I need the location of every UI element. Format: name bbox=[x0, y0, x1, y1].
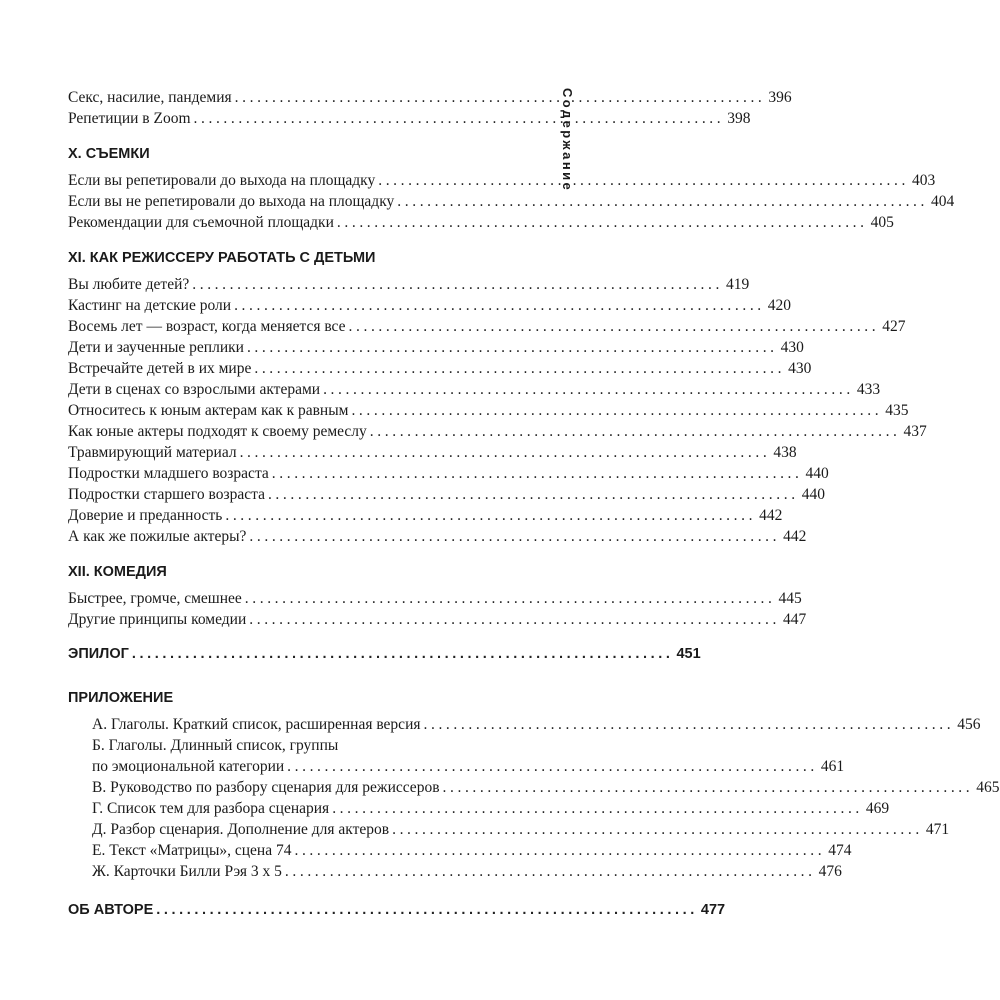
page-number: 442 bbox=[759, 507, 783, 524]
entry-title: Относитесь к юным актерам как к равным bbox=[68, 402, 349, 419]
entry-title: Доверие и преданность bbox=[68, 507, 223, 524]
page-number: 471 bbox=[925, 821, 950, 838]
toc-entry bbox=[68, 819, 950, 840]
dot-leader: ....................................................................... bbox=[332, 800, 863, 817]
dot-leader: ....................................................................... bbox=[348, 318, 880, 335]
spacer bbox=[68, 630, 524, 644]
dot-leader: ....................................................................... bbox=[378, 172, 909, 189]
toc-entry bbox=[68, 526, 807, 547]
entry-title: Если вы репетировали до выхода на площадку bbox=[68, 172, 376, 189]
entry-title: Д. Разбор сценария. Дополнение для актеров bbox=[92, 821, 390, 838]
page-number: 405 bbox=[870, 214, 894, 231]
page-number: 474 bbox=[828, 842, 852, 859]
page-number: 433 bbox=[856, 381, 881, 398]
page-number: 396 bbox=[768, 89, 792, 106]
entry-title: Вы любите детей? bbox=[68, 276, 190, 293]
toc-entry bbox=[68, 108, 751, 129]
toc-entry bbox=[68, 421, 927, 442]
page-number: 445 bbox=[778, 590, 802, 607]
dot-leader: ....................................................................... bbox=[193, 110, 725, 127]
toc-entry bbox=[68, 337, 804, 358]
dot-leader: ....................................................................... bbox=[234, 89, 766, 106]
dot-leader: ....................................................................... bbox=[249, 611, 780, 628]
entry-title: Подростки младшего возраста bbox=[68, 465, 269, 482]
entry-title: по эмоциональной категории bbox=[92, 758, 285, 775]
page-number: 461 bbox=[820, 758, 845, 775]
entry-title: А. Глаголы. Краткий список, расширенная версия bbox=[92, 716, 421, 733]
dot-leader: ....................................................................... bbox=[294, 842, 826, 859]
toc-entry bbox=[68, 274, 750, 295]
toc-entry bbox=[68, 777, 1000, 798]
toc-entry bbox=[68, 588, 802, 609]
page-number: 430 bbox=[780, 339, 804, 356]
page-number: 427 bbox=[882, 318, 906, 335]
page-number: 435 bbox=[885, 402, 909, 419]
dot-leader: ....................................................................... bbox=[271, 465, 803, 482]
toc-entry bbox=[68, 840, 852, 861]
entry-title: Как юные актеры подходят к своему ремеслу bbox=[68, 423, 367, 440]
entry-title: Дети в сценах со взрослыми актерами bbox=[68, 381, 321, 398]
chapter-heading: XII. КОМЕДИЯ bbox=[68, 564, 167, 580]
toc-entry bbox=[68, 400, 909, 421]
toc-entry bbox=[68, 212, 894, 233]
page-number: 477 bbox=[700, 902, 726, 918]
page-number: 447 bbox=[782, 611, 807, 628]
toc-entry bbox=[68, 505, 783, 526]
entry-title: Подростки старшего возраста bbox=[68, 486, 265, 503]
toc-entry-about-author bbox=[68, 900, 726, 921]
toc-entry bbox=[68, 861, 842, 882]
entry-title: ЭПИЛОГ bbox=[68, 646, 129, 662]
running-title: Содержание bbox=[560, 88, 575, 193]
spacer bbox=[68, 882, 524, 900]
entry-title: Рекомендации для съемочной площадки bbox=[68, 214, 334, 231]
page-number: 438 bbox=[773, 444, 797, 461]
entry-title: Восемь лет — возраст, когда меняется все bbox=[68, 318, 346, 335]
dot-leader: ....................................................................... bbox=[225, 507, 757, 524]
toc-entry bbox=[68, 170, 936, 191]
toc-entry bbox=[68, 798, 890, 819]
entry-title: Е. Текст «Матрицы», сцена 74 bbox=[92, 842, 292, 859]
chapter-heading: ПРИЛОЖЕНИЕ bbox=[68, 690, 174, 706]
toc-entry bbox=[68, 316, 906, 337]
toc-entry bbox=[68, 714, 981, 735]
entry-title: Если вы не репетировали до выхода на площадку bbox=[68, 193, 395, 210]
entry-title: ОБ АВТОРЕ bbox=[68, 902, 154, 918]
entry-title: Репетиции в Zoom bbox=[68, 110, 191, 127]
page-number: 440 bbox=[805, 465, 829, 482]
dot-leader: ....................................................................... bbox=[267, 486, 799, 503]
toc-entry bbox=[68, 379, 881, 400]
entry-title: Ж. Карточки Билли Рэя 3 х 5 bbox=[92, 863, 282, 880]
page-number: 451 bbox=[676, 646, 701, 662]
entry-title: Другие принципы комедии bbox=[68, 611, 247, 628]
page-number: 456 bbox=[957, 716, 981, 733]
dot-leader: ....................................................................... bbox=[397, 193, 928, 210]
dot-leader: ....................................................................... bbox=[234, 297, 765, 314]
page-number: 476 bbox=[818, 863, 842, 880]
dot-leader: ....................................................................... bbox=[369, 423, 901, 440]
dot-leader: ....................................................................... bbox=[249, 528, 781, 545]
toc-entry bbox=[68, 87, 792, 108]
toc-entry bbox=[68, 609, 807, 630]
entry-title: Дети и заученные реплики bbox=[68, 339, 244, 356]
dot-leader: ....................................................................... bbox=[336, 214, 868, 231]
page-number: 404 bbox=[931, 193, 955, 210]
toc-entry bbox=[68, 442, 797, 463]
page-number: 465 bbox=[976, 779, 1000, 796]
dot-leader: ....................................................................... bbox=[131, 646, 674, 662]
toc-entry bbox=[68, 735, 524, 756]
dot-leader: ....................................................................... bbox=[442, 779, 974, 796]
page-number: 420 bbox=[767, 297, 792, 314]
dot-leader: ....................................................................... bbox=[239, 444, 771, 461]
dot-leader: ....................................................................... bbox=[254, 360, 786, 377]
toc-entry bbox=[68, 295, 792, 316]
toc-entry bbox=[68, 484, 825, 505]
chapter-heading: X. СЪЕМКИ bbox=[68, 146, 150, 162]
entry-title: Травмирующий материал bbox=[68, 444, 237, 461]
page-number: 442 bbox=[783, 528, 807, 545]
dot-leader: ....................................................................... bbox=[192, 276, 723, 293]
entry-title: Б. Глаголы. Длинный список, группы bbox=[92, 737, 339, 754]
dot-leader: ....................................................................... bbox=[423, 716, 955, 733]
toc-entry bbox=[68, 358, 812, 379]
entry-title: А как же пожилые актеры? bbox=[68, 528, 247, 545]
dot-leader: ....................................................................... bbox=[392, 821, 923, 838]
dot-leader: ....................................................................... bbox=[156, 902, 698, 918]
page-number: 419 bbox=[725, 276, 750, 293]
dot-leader: ....................................................................... bbox=[351, 402, 883, 419]
entry-title: Встречайте детей в их мире bbox=[68, 360, 252, 377]
entry-title: Кастинг на детские роли bbox=[68, 297, 232, 314]
dot-leader: ....................................................................... bbox=[287, 758, 818, 775]
entry-title: Секс, насилие, пандемия bbox=[68, 89, 232, 106]
toc-entry-epilogue bbox=[68, 644, 701, 665]
page-number: 437 bbox=[903, 423, 927, 440]
page-number: 469 bbox=[865, 800, 890, 817]
page-number: 440 bbox=[801, 486, 825, 503]
dot-leader: ....................................................................... bbox=[246, 339, 778, 356]
page-number: 403 bbox=[911, 172, 936, 189]
dot-leader: ....................................................................... bbox=[323, 381, 854, 398]
page-number: 398 bbox=[727, 110, 751, 127]
entry-title: В. Руководство по разбору сценария для режиссеров bbox=[92, 779, 440, 796]
dot-leader: ....................................................................... bbox=[244, 590, 776, 607]
toc-entry bbox=[68, 756, 845, 777]
entry-title: Г. Список тем для разбора сценария bbox=[92, 800, 330, 817]
dot-leader: ....................................................................... bbox=[284, 863, 816, 880]
toc-entry bbox=[68, 463, 829, 484]
page-number: 430 bbox=[788, 360, 812, 377]
toc-entry bbox=[68, 191, 955, 212]
entry-title: Быстрее, громче, смешнее bbox=[68, 590, 242, 607]
chapter-heading: XI. КАК РЕЖИССЕРУ РАБОТАТЬ С ДЕТЬМИ bbox=[68, 250, 376, 266]
